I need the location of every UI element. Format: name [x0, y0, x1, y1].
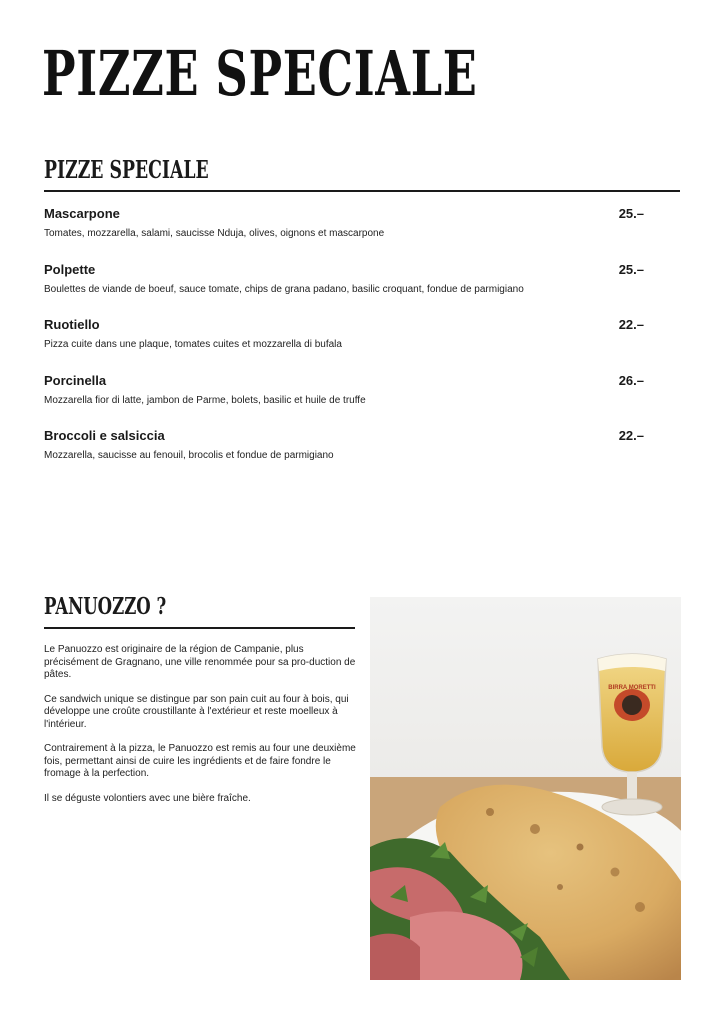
menu-item — [44, 372, 644, 428]
glass-logo: BIRRA MORETTI — [608, 685, 656, 691]
menu-item — [44, 316, 644, 372]
menu-item — [44, 205, 644, 261]
menu-list — [44, 205, 644, 483]
panuozzo-photo — [370, 597, 681, 980]
menu-item-price: 25.– — [618, 206, 644, 221]
panuozzo-header — [44, 593, 355, 629]
panuozzo-text — [44, 644, 356, 817]
menu-item-description: Pizza cuite dans une plaque, tomates cuites et mozzarella di bufala — [44, 339, 342, 350]
menu-item-description: Tomates, mozzarella, salami, saucisse Nduja, olives, oignons et mascarpone — [44, 228, 385, 239]
menu-item-price: 26.– — [618, 372, 644, 388]
panuozzo-photo-illustration — [370, 597, 681, 980]
panuozzo-paragraph: Le Panuozzo est originaire de la région de Campanie, plus précisément de Gragnano, une ville renommée pour sa pro-duction de pâtes. — [44, 644, 356, 680]
section-header — [44, 156, 680, 192]
menu-item-price: 25.– — [618, 261, 644, 277]
menu-item-description: Mozzarella, saucisse au fenouil, brocolis et fondue de parmigiano — [44, 450, 334, 461]
menu-item-name: Polpette — [44, 261, 96, 277]
menu-item-description: Mozzarella fior di latte, jambon de Parme, bolets, basilic et huile de truffe — [44, 394, 366, 406]
menu-item-price: 22.– — [618, 428, 644, 443]
menu-item-name: Porcinella — [44, 372, 107, 388]
menu-item — [44, 261, 644, 317]
menu-item-name: Broccoli e salsiccia — [44, 428, 165, 443]
panuozzo-title: PANUOZZO ? — [44, 593, 167, 620]
menu-item-description: Boulettes de viande de boeuf, sauce tomate, chips de grana padano, basilic croquant, fondue de parmigiano — [44, 283, 524, 295]
page-title: PIZZE SPECIALE — [42, 37, 478, 110]
panuozzo-paragraph: Il se déguste volontiers avec une bière fraîche. — [44, 792, 251, 804]
menu-item-price: 22.– — [618, 317, 644, 332]
menu-item-name: Ruotiello — [44, 317, 100, 332]
section-title: PIZZE SPECIALE — [44, 155, 209, 184]
panuozzo-paragraph: Contrairement à la pizza, le Panuozzo est remis au four une deuxième fois, permettant ainsi de cuire les ingrédients et de faire fondre le fromage à la perfection. — [44, 743, 356, 779]
menu-item-name: Mascarpone — [44, 206, 120, 221]
panuozzo-paragraph: Ce sandwich unique se distingue par son pain cuit au four à bois, qui développe une croûte croustillante à l'extérieur et reste moelleux à l'intérieur. — [44, 693, 349, 730]
menu-item — [44, 427, 644, 483]
